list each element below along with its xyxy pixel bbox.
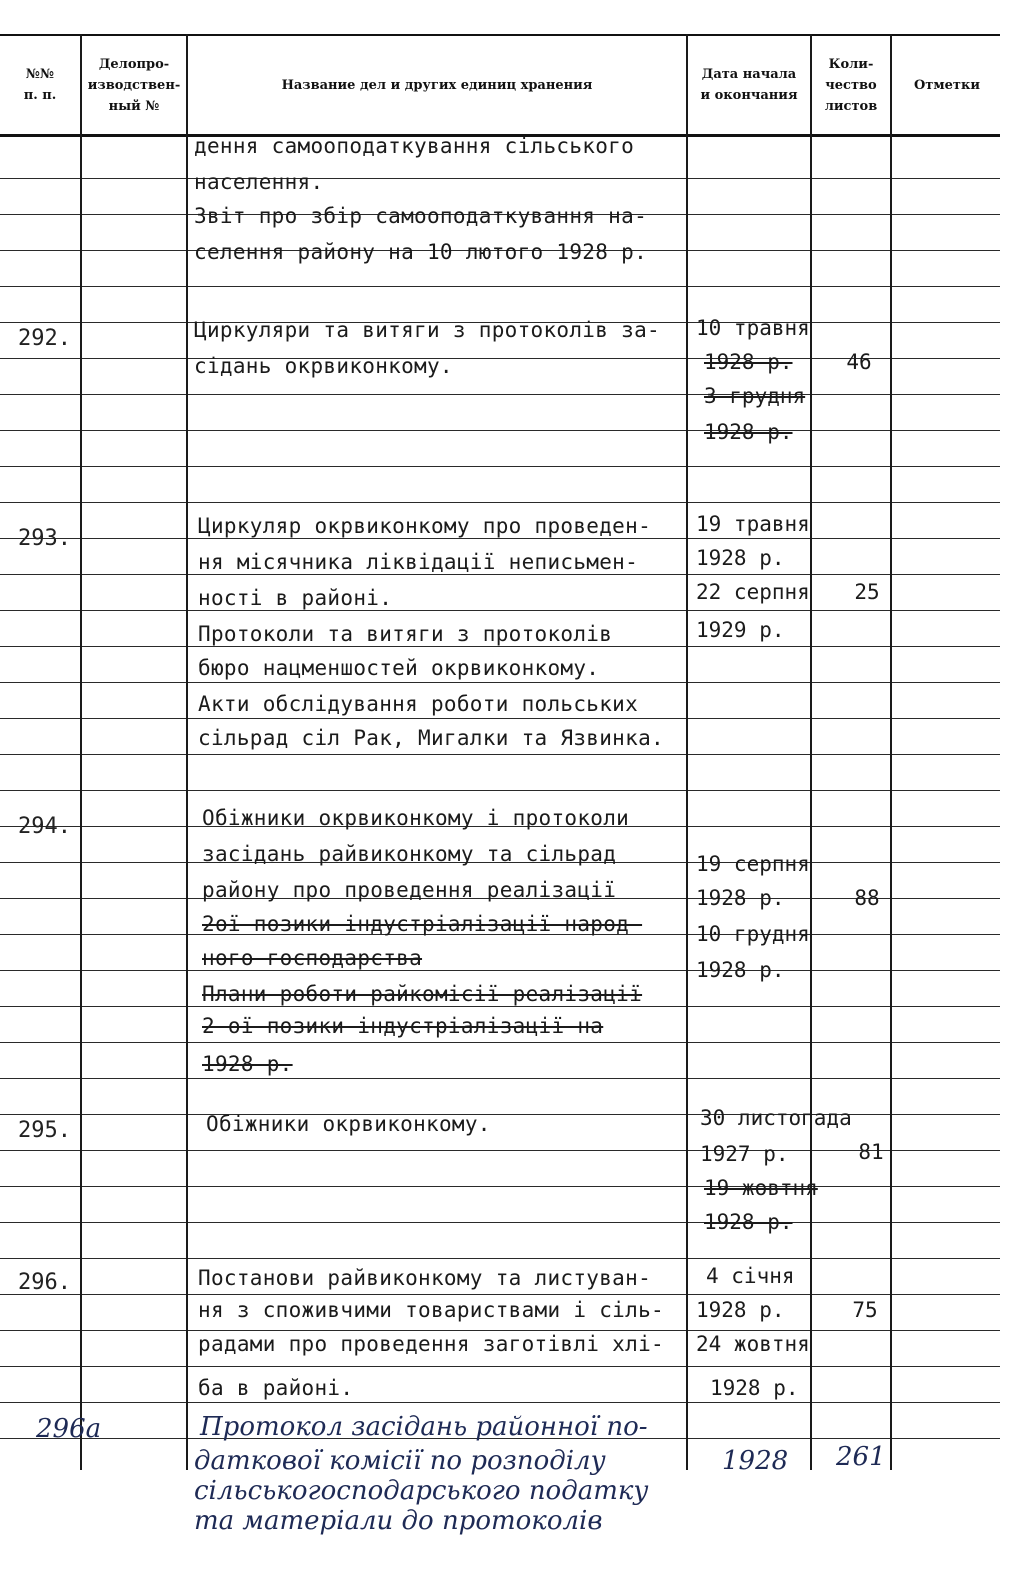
entry-295-date: 30 листопада bbox=[700, 1106, 852, 1130]
entry-294-line: Плани роботи райкомісії реалізації bbox=[202, 982, 643, 1006]
entry-292-date: 1928 р. bbox=[704, 350, 793, 374]
entry-cont-line: селення району на 10 лютого 1928 р. bbox=[194, 240, 648, 264]
row-rule bbox=[0, 1222, 1000, 1223]
row-rule bbox=[0, 1006, 1000, 1007]
entry-293-line: сільрад сіл Рак, Мигалки та Язвинка. bbox=[198, 726, 664, 750]
entry-293-line: Акти обслідування роботи польських bbox=[198, 692, 639, 716]
entry-294-line: району про проведення реалізації bbox=[202, 878, 617, 902]
row-rule bbox=[0, 646, 1000, 647]
header-sheets: Коли- чество листов bbox=[824, 56, 878, 114]
entry-296-date: 4 січня bbox=[706, 1264, 795, 1288]
row-rule bbox=[0, 178, 1000, 179]
column-rule bbox=[80, 34, 82, 1470]
entry-296a-sheets: 261 bbox=[836, 1442, 886, 1472]
entry-293-line: бюро нацменшостей окрвиконкому. bbox=[198, 656, 600, 680]
row-rule bbox=[0, 394, 1000, 395]
entry-296a-date: 1928 bbox=[722, 1446, 789, 1476]
entry-293-line: ності в районі. bbox=[198, 586, 393, 610]
entry-294-line: засідань райвиконкому та сільрад bbox=[202, 842, 617, 866]
entry-292-number: 292. bbox=[18, 326, 71, 351]
entry-294-line: ного господарства bbox=[202, 946, 423, 970]
entry-294-line: 1928 р. bbox=[202, 1052, 293, 1076]
entry-296-line: радами про проведення заготівлі хлі- bbox=[198, 1332, 664, 1356]
entry-295-sheets: 81 bbox=[858, 1140, 884, 1164]
row-rule bbox=[0, 1330, 1000, 1331]
entry-294-number: 294. bbox=[18, 814, 71, 839]
entry-295-date: 19 жовтня bbox=[704, 1176, 818, 1200]
column-rule bbox=[810, 34, 812, 1470]
row-rule bbox=[0, 790, 1000, 791]
entry-293-number: 293. bbox=[18, 526, 71, 551]
entry-294-sheets: 88 bbox=[854, 886, 880, 910]
column-rule bbox=[890, 34, 892, 1470]
entry-296-number: 296. bbox=[18, 1270, 71, 1295]
entry-293-line: Циркуляр окрвиконкому про проведен- bbox=[198, 514, 652, 538]
entry-293-line: Протоколи та витяги з протоколів bbox=[198, 622, 613, 646]
entry-293-date: 19 травня bbox=[696, 512, 810, 536]
entry-292-date: 3 грудня bbox=[704, 384, 806, 408]
header-dates: Дата начала и окончания bbox=[700, 67, 798, 103]
row-rule bbox=[0, 1258, 1000, 1259]
entry-293-date: 1928 р. bbox=[696, 546, 785, 570]
entry-296a-handwritten-line: та матеріали до протоколів bbox=[194, 1506, 603, 1536]
entry-295-date: 1928 р. bbox=[704, 1210, 793, 1234]
entry-295-line: Обіжники окрвиконкому. bbox=[206, 1112, 491, 1136]
column-rule bbox=[686, 34, 688, 1470]
row-rule bbox=[0, 610, 1000, 611]
header-reference: Делопро- изводствен- ный № bbox=[87, 56, 181, 114]
entry-292-line: сідань окрвиконкому. bbox=[194, 354, 453, 378]
row-rule bbox=[0, 538, 1000, 539]
header-notes: Отметки bbox=[913, 77, 981, 93]
entry-295-number: 295. bbox=[18, 1118, 71, 1143]
entry-294-date: 19 серпня bbox=[696, 852, 810, 876]
row-rule bbox=[0, 682, 1000, 683]
header-number: №№ п. п. bbox=[23, 67, 57, 103]
entry-296a-handwritten-line: Протокол засідань районної по- bbox=[200, 1412, 648, 1442]
entry-293-line: ня місячника ліквідації неписьмен- bbox=[198, 550, 639, 574]
row-rule bbox=[0, 1186, 1000, 1187]
entry-294-date: 10 грудня bbox=[696, 922, 810, 946]
row-rule bbox=[0, 1042, 1000, 1043]
entry-294-line: 2ої позики індустріалізації народ- bbox=[202, 912, 643, 936]
entry-296a-number: 296а bbox=[36, 1414, 102, 1444]
row-rule bbox=[0, 970, 1000, 971]
entry-cont-line: дення самооподаткування сільського bbox=[194, 134, 635, 158]
entry-296-line: ба в районі. bbox=[198, 1376, 354, 1400]
row-rule bbox=[0, 1294, 1000, 1295]
row-rule bbox=[0, 1402, 1000, 1403]
entry-296-date: 1928 р. bbox=[710, 1376, 799, 1400]
entry-296-line: ня з споживчими товариствами і сіль- bbox=[198, 1298, 664, 1322]
row-rule bbox=[0, 1078, 1000, 1079]
row-rule bbox=[0, 718, 1000, 719]
row-rule bbox=[0, 1366, 1000, 1367]
entry-296-date: 1928 р. bbox=[696, 1298, 785, 1322]
table-top-rule bbox=[0, 34, 1000, 36]
entry-294-date: 1928 р. bbox=[696, 958, 785, 982]
entry-293-date: 22 серпня bbox=[696, 580, 810, 604]
entry-293-date: 1929 р. bbox=[696, 618, 785, 642]
entry-293-sheets: 25 bbox=[854, 580, 880, 604]
entry-cont-line: населення. bbox=[194, 170, 324, 194]
column-rule bbox=[186, 34, 188, 1470]
entry-296-sheets: 75 bbox=[852, 1298, 878, 1322]
entry-292-date: 10 травня bbox=[696, 316, 810, 340]
entry-296a-handwritten-line: сільськогосподарського податку bbox=[194, 1476, 649, 1506]
entry-295-date: 1927 р. bbox=[700, 1142, 789, 1166]
entry-cont-line: Звіт про збір самооподаткування на- bbox=[194, 204, 648, 228]
entry-294-date: 1928 р. bbox=[696, 886, 785, 910]
entry-296-date: 24 жовтня bbox=[696, 1332, 810, 1356]
entry-292-date: 1928 р. bbox=[704, 420, 793, 444]
entry-294-line: Обіжники окрвиконкому і протоколи bbox=[202, 806, 630, 830]
entry-296a-handwritten-line: даткової комісії по розподілу bbox=[194, 1446, 606, 1476]
row-rule bbox=[0, 466, 1000, 467]
row-rule bbox=[0, 574, 1000, 575]
row-rule bbox=[0, 430, 1000, 431]
entry-294-line: 2-ої позики індустріалізації на bbox=[202, 1014, 604, 1038]
row-rule bbox=[0, 502, 1000, 503]
row-rule bbox=[0, 754, 1000, 755]
entry-292-sheets: 46 bbox=[846, 350, 872, 374]
header-title: Название дел и других единиц хранения bbox=[281, 77, 593, 93]
entry-296-line: Постанови райвиконкому та листуван- bbox=[198, 1266, 652, 1290]
entry-292-line: Циркуляри та витяги з протоколів за- bbox=[194, 318, 660, 342]
row-rule bbox=[0, 286, 1000, 287]
